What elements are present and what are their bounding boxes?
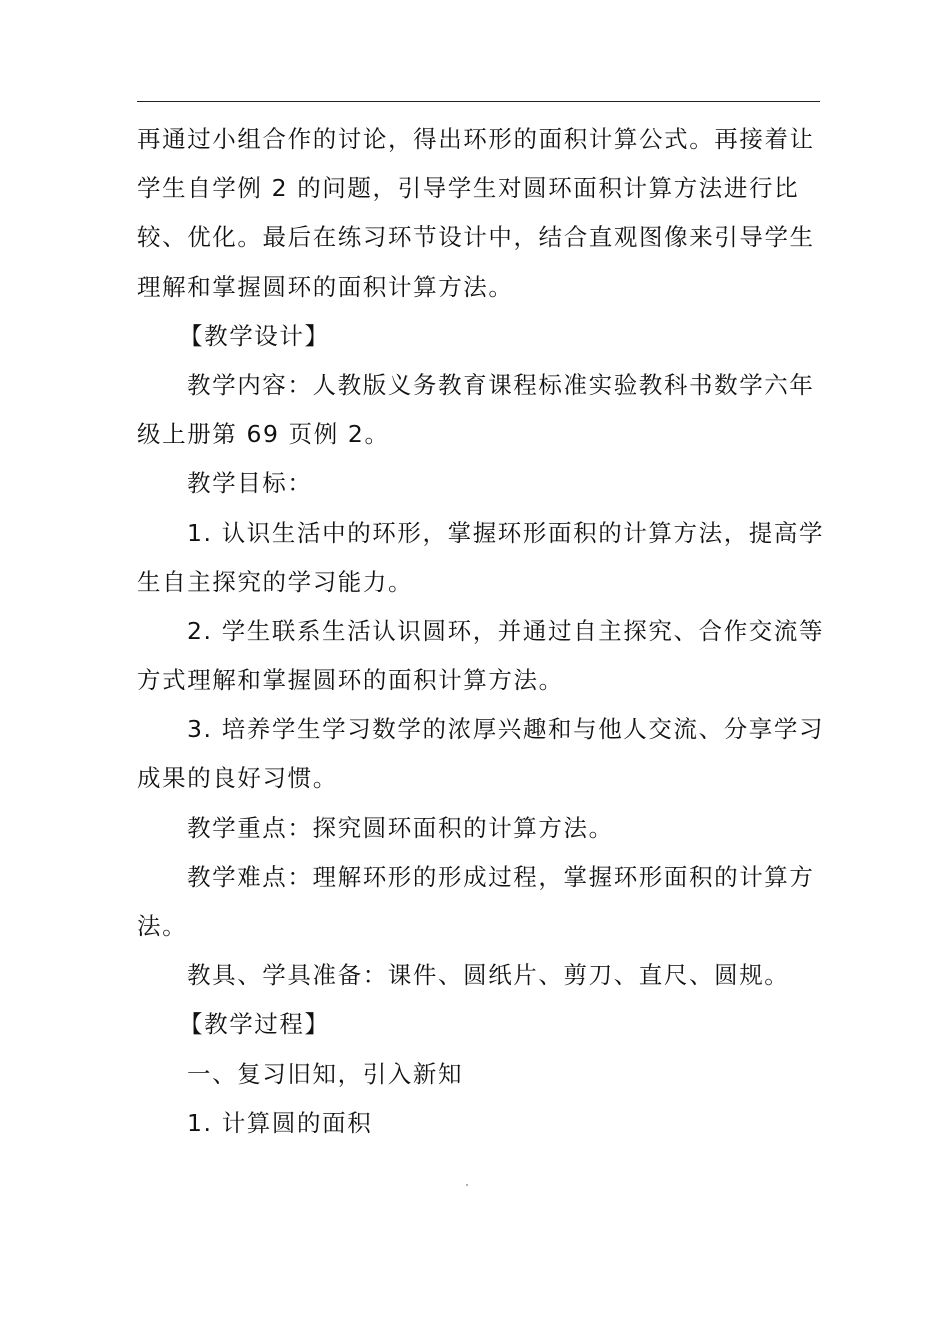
text-line: 法。 [137,912,188,940]
text-line: 较、优化。最后在练习环节设计中，结合直观图像来引导学生 [137,223,815,252]
subsection-heading: 一、复习旧知，引入新知 [187,1059,464,1088]
header-rule [137,101,820,102]
text-line: 再通过小组合作的讨论，得出环形的面积计算公式。再接着让 [137,125,815,153]
text-line: 理解和掌握圆环的面积计算方法。 [137,272,514,301]
text-line: 方式理解和掌握圆环的面积计算方法。 [137,666,564,695]
text-line: 学生自学例 2 的问题，引导学生对圆环面积计算方法进行比 [137,174,800,203]
text-line: 教具、学具准备：课件、圆纸片、剪刀、直尺、圆规。 [187,961,790,990]
list-item: 1. 认识生活中的环形，掌握环形面积的计算方法，提高学 [187,518,825,547]
text-line: 生自主探究的学习能力。 [137,567,414,596]
text-line: 教学目标： [187,469,313,498]
text-line: 教学难点：理解环形的形成过程，掌握环形面积的计算方 [187,862,815,891]
list-item: 2. 学生联系生活认识圆环，并通过自主探究、合作交流等 [187,616,825,645]
list-item: 1. 计算圆的面积 [187,1108,373,1137]
section-heading-teaching-process: 【教学过程】 [179,1010,330,1039]
text-line: 教学重点：探究圆环面积的计算方法。 [187,813,614,842]
document-body [137,115,825,1148]
footer-mark [466,1184,468,1186]
list-item: 3. 培养学生学习数学的浓厚兴趣和与他人交流、分享学习 [187,715,825,744]
text-line: 级上册第 69 页例 2。 [137,420,390,449]
text-line: 教学内容：人教版义务教育课程标准实验教科书数学六年 [187,370,815,399]
section-heading-teaching-design: 【教学设计】 [179,321,330,350]
text-line: 成果的良好习惯。 [137,764,338,793]
